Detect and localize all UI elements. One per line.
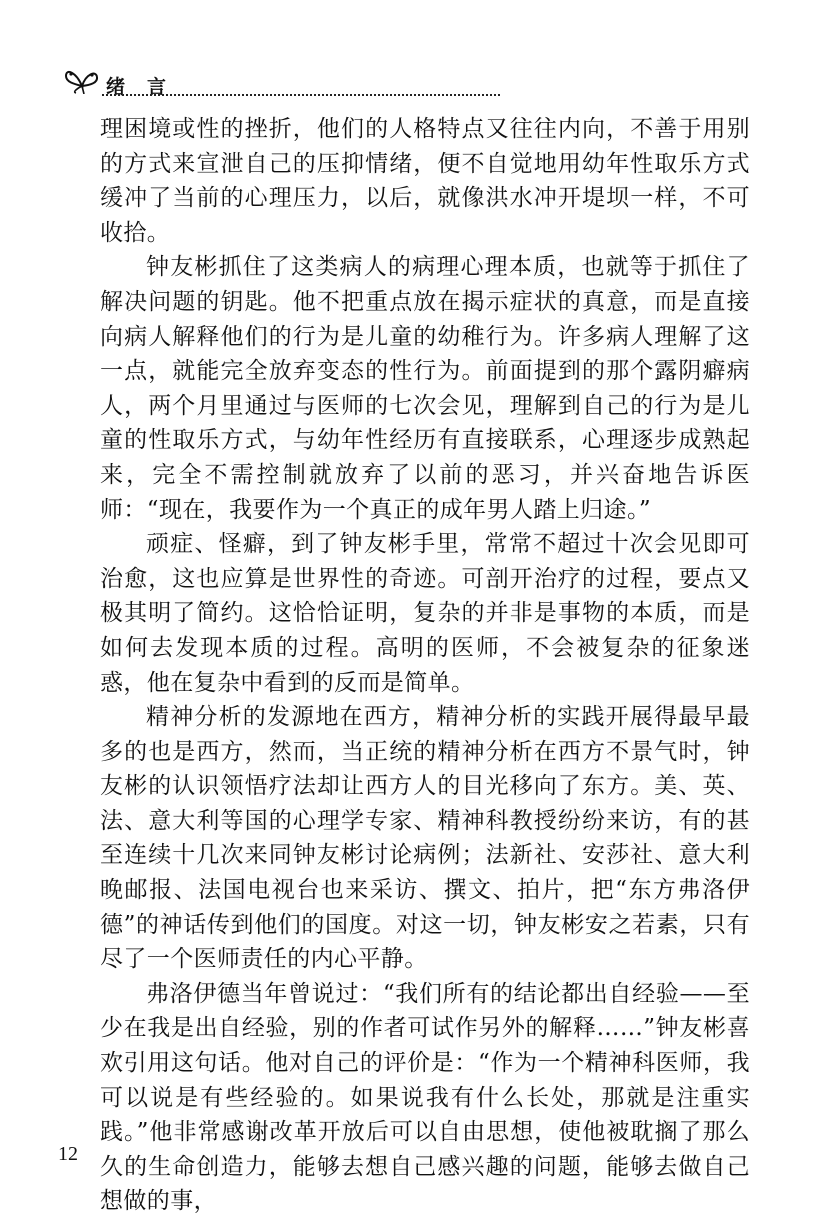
chapter-title: 绪言 bbox=[106, 76, 189, 98]
paragraph: 顽症、怪癖，到了钟友彬手里，常常不超过十次会见即可治愈，这也应算是世界性的奇迹。可剖开治疗的过程，要点又极其明了简约。这恰恰证明，复杂的并非是事物的本质，而是如何去发现本质的过程。高明的医师，不会被复杂的征象迷惑，他在复杂中看到的反而是简单。 bbox=[100, 531, 750, 696]
paragraph: 理困境或性的挫折，他们的人格特点又往往内向，不善于用别的方式来宣泄自己的压抑情绪，便不自觉地用幼年性取乐方式缓冲了当前的心理压力，以后，就像洪水冲开堤坝一样，不可收拾。 bbox=[100, 116, 750, 246]
paragraph: 弗洛伊德当年曾说过：“我们所有的结论都出自经验——至少在我是出自经验，别的作者可试作另外的解释……”钟友彬喜欢引用这句话。他对自己的评价是：“作为一个精神科医师，我可以说是有些经验的。如果说我有什么长处，那就是注重实践。”他非常感谢改革开放后可以自由思想，使他被耽搁了那么久的生命创造力，能够去想自己感兴趣的问题，能够去做自己想做的事， bbox=[100, 980, 750, 1215]
butterfly-ornament-icon bbox=[62, 62, 102, 94]
header-divider bbox=[102, 94, 500, 96]
running-header bbox=[62, 62, 502, 102]
paragraph: 精神分析的发源地在西方，精神分析的实践开展得最早最多的也是西方，然而，当正统的精神分析在西方不景气时，钟友彬的认识领悟疗法却让西方人的目光移向了东方。美、英、法、意大利等国的心理学专家、精神科教授纷纷来访，有的甚至连续十几次来同钟友彬讨论病例；法新社、安莎社、意大利晚邮报、法国电视台也来采访、撰文、拍片，把“东方弗洛伊德”的神话传到他们的国度。对这一切，钟友彬安之若素，只有尽了一个医师责任的内心平静。 bbox=[100, 704, 750, 973]
paragraph: 钟友彬抓住了这类病人的病理心理本质，也就等于抓住了解决问题的钥匙。他不把重点放在揭示症状的真意，而是直接向病人解释他们的行为是儿童的幼稚行为。许多病人理解了这一点，就能完全放弃变态的性行为。前面提到的那个露阴癖病人，两个月里通过与医师的七次会见，理解到自己的行为是儿童的性取乐方式，与幼年性经历有直接联系，心理逐步成熟起来，完全不需控制就放弃了以前的恶习，并兴奋地告诉医师：“现在，我要作为一个真正的成年男人踏上归途。” bbox=[100, 254, 750, 523]
body-text bbox=[100, 112, 750, 1219]
page-number: 12 bbox=[58, 1143, 78, 1165]
